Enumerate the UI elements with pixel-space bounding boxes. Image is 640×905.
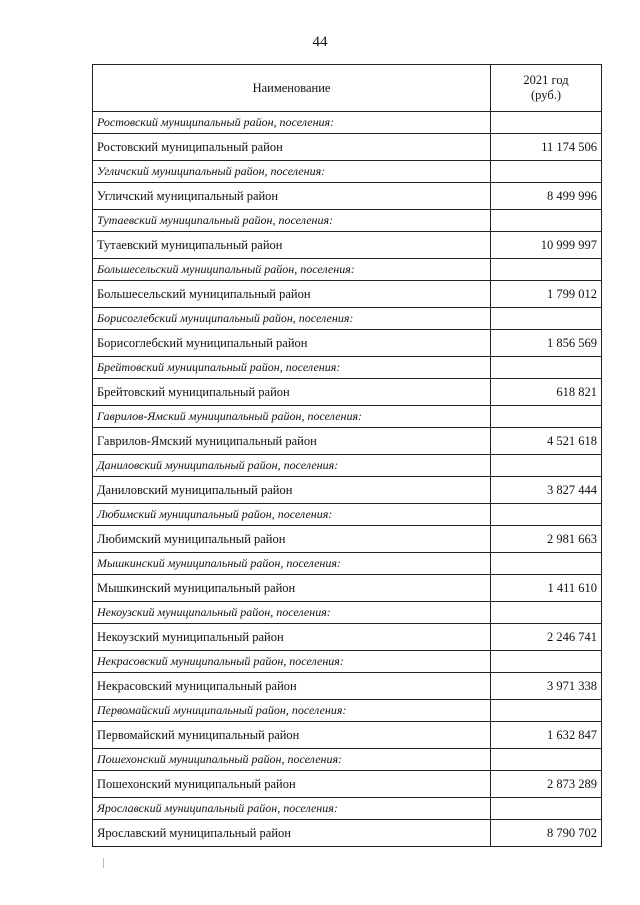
group-heading-row bbox=[93, 553, 602, 575]
row-name: Большесельский муниципальный район bbox=[93, 281, 491, 308]
row-value: 3 971 338 bbox=[491, 673, 602, 700]
row-name: Любимский муниципальный район bbox=[93, 526, 491, 553]
table-row bbox=[93, 330, 602, 357]
row-name: Брейтовский муниципальный район bbox=[93, 379, 491, 406]
group-heading: Ярославский муниципальный район, поселения: bbox=[93, 798, 491, 820]
row-value: 2 981 663 bbox=[491, 526, 602, 553]
group-heading-value-cell bbox=[491, 651, 602, 673]
group-heading-row bbox=[93, 259, 602, 281]
table-row bbox=[93, 477, 602, 504]
group-heading-value-cell bbox=[491, 504, 602, 526]
header-year bbox=[491, 65, 602, 112]
table-row bbox=[93, 526, 602, 553]
row-value: 8 499 996 bbox=[491, 183, 602, 210]
table-row bbox=[93, 673, 602, 700]
group-heading-value-cell bbox=[491, 749, 602, 771]
group-heading: Угличский муниципальный район, поселения: bbox=[93, 161, 491, 183]
row-name: Тутаевский муниципальный район bbox=[93, 232, 491, 259]
row-name: Ростовский муниципальный район bbox=[93, 134, 491, 161]
table-row bbox=[93, 183, 602, 210]
group-heading: Некрасовский муниципальный район, поселения: bbox=[93, 651, 491, 673]
scan-mark bbox=[103, 858, 104, 868]
page-number: 44 bbox=[312, 34, 328, 50]
header-year-unit: (руб.) bbox=[531, 88, 561, 102]
table-row bbox=[93, 281, 602, 308]
group-heading-row bbox=[93, 112, 602, 134]
group-heading: Любимский муниципальный район, поселения: bbox=[93, 504, 491, 526]
group-heading-value-cell bbox=[491, 357, 602, 379]
table-row bbox=[93, 624, 602, 651]
group-heading-value-cell bbox=[491, 798, 602, 820]
group-heading-row bbox=[93, 161, 602, 183]
group-heading-row bbox=[93, 602, 602, 624]
table-row bbox=[93, 771, 602, 798]
table-row bbox=[93, 428, 602, 455]
header-year-label: 2021 год bbox=[523, 73, 569, 87]
group-heading: Некоузский муниципальный район, поселения: bbox=[93, 602, 491, 624]
row-value: 2 873 289 bbox=[491, 771, 602, 798]
row-name: Ярославский муниципальный район bbox=[93, 820, 491, 847]
group-heading: Большесельский муниципальный район, поселения: bbox=[93, 259, 491, 281]
group-heading: Борисоглебский муниципальный район, поселения: bbox=[93, 308, 491, 330]
row-name: Даниловский муниципальный район bbox=[93, 477, 491, 504]
table-row bbox=[93, 232, 602, 259]
row-name: Пошехонский муниципальный район bbox=[93, 771, 491, 798]
group-heading-row bbox=[93, 406, 602, 428]
row-name: Угличский муниципальный район bbox=[93, 183, 491, 210]
group-heading-row bbox=[93, 308, 602, 330]
budget-table bbox=[92, 64, 602, 847]
row-value: 8 790 702 bbox=[491, 820, 602, 847]
group-heading-value-cell bbox=[491, 210, 602, 232]
group-heading-row bbox=[93, 504, 602, 526]
row-value: 11 174 506 bbox=[491, 134, 602, 161]
group-heading-row bbox=[93, 455, 602, 477]
row-value: 1 411 610 bbox=[491, 575, 602, 602]
table-header-row bbox=[93, 65, 602, 112]
group-heading: Мышкинский муниципальный район, поселения: bbox=[93, 553, 491, 575]
group-heading-value-cell bbox=[491, 259, 602, 281]
group-heading-value-cell bbox=[491, 308, 602, 330]
row-value: 3 827 444 bbox=[491, 477, 602, 504]
table-row bbox=[93, 575, 602, 602]
group-heading-value-cell bbox=[491, 455, 602, 477]
table-row bbox=[93, 820, 602, 847]
table-row bbox=[93, 722, 602, 749]
row-value: 1 856 569 bbox=[491, 330, 602, 357]
group-heading-value-cell bbox=[491, 112, 602, 134]
row-name: Первомайский муниципальный район bbox=[93, 722, 491, 749]
group-heading: Пошехонский муниципальный район, поселения: bbox=[93, 749, 491, 771]
group-heading-value-cell bbox=[491, 553, 602, 575]
group-heading-value-cell bbox=[491, 406, 602, 428]
group-heading: Ростовский муниципальный район, поселения: bbox=[93, 112, 491, 134]
header-name: Наименование bbox=[93, 65, 491, 112]
row-name: Некрасовский муниципальный район bbox=[93, 673, 491, 700]
group-heading-row bbox=[93, 651, 602, 673]
group-heading-row bbox=[93, 210, 602, 232]
table-body bbox=[93, 112, 602, 847]
row-value: 4 521 618 bbox=[491, 428, 602, 455]
group-heading: Тутаевский муниципальный район, поселения: bbox=[93, 210, 491, 232]
group-heading-value-cell bbox=[491, 602, 602, 624]
row-name: Борисоглебский муниципальный район bbox=[93, 330, 491, 357]
row-name: Гаврилов-Ямский муниципальный район bbox=[93, 428, 491, 455]
group-heading: Даниловский муниципальный район, поселения: bbox=[93, 455, 491, 477]
group-heading-row bbox=[93, 798, 602, 820]
group-heading: Гаврилов-Ямский муниципальный район, поселения: bbox=[93, 406, 491, 428]
row-value: 2 246 741 bbox=[491, 624, 602, 651]
group-heading-row bbox=[93, 357, 602, 379]
row-value: 1 799 012 bbox=[491, 281, 602, 308]
group-heading-value-cell bbox=[491, 700, 602, 722]
group-heading: Первомайский муниципальный район, поселения: bbox=[93, 700, 491, 722]
row-value: 1 632 847 bbox=[491, 722, 602, 749]
group-heading: Брейтовский муниципальный район, поселения: bbox=[93, 357, 491, 379]
row-value: 618 821 bbox=[491, 379, 602, 406]
group-heading-row bbox=[93, 749, 602, 771]
row-name: Мышкинский муниципальный район bbox=[93, 575, 491, 602]
group-heading-row bbox=[93, 700, 602, 722]
row-name: Некоузский муниципальный район bbox=[93, 624, 491, 651]
group-heading-value-cell bbox=[491, 161, 602, 183]
table-row bbox=[93, 379, 602, 406]
table-row bbox=[93, 134, 602, 161]
row-value: 10 999 997 bbox=[491, 232, 602, 259]
